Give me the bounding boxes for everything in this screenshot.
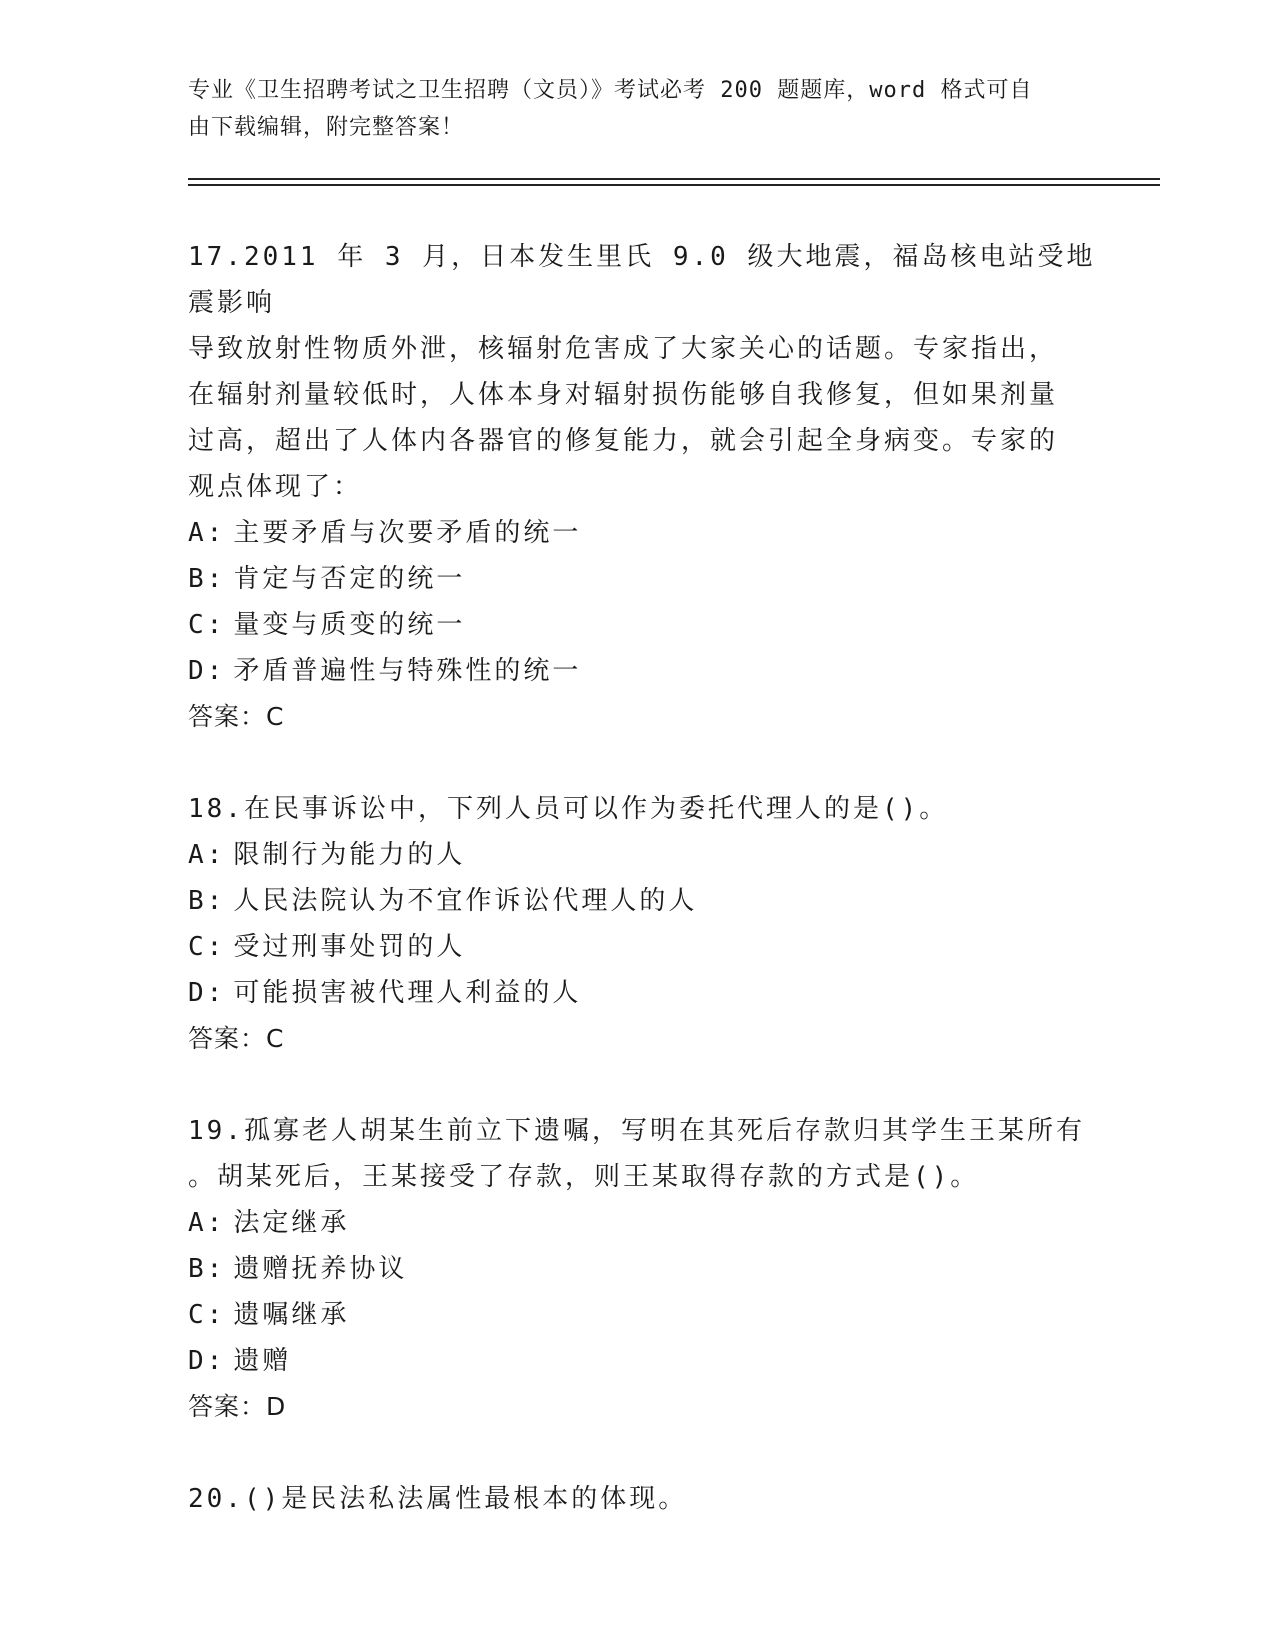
answer-option (188, 1338, 1108, 1384)
option-key: A: (188, 518, 226, 548)
question-text-line: 19.孤寡老人胡某生前立下遗嘱，写明在其死后存款归其学生王某所有 (188, 1116, 1085, 1146)
answer-option (188, 556, 1108, 602)
header-divider-top (188, 178, 1160, 180)
answer-option (188, 924, 1108, 970)
option-key: B: (188, 1254, 226, 1284)
question-text-line: 17.2011 年 3 月，日本发生里氏 9.0 级大地震，福岛核电站受地震影响 (188, 242, 1096, 318)
option-key: D: (188, 978, 226, 1008)
option-key: C: (188, 1300, 226, 1330)
header-line-2: 由下载编辑，附完整答案！ (188, 115, 465, 140)
answer-option (188, 1200, 1108, 1246)
question-text-line: 过高，超出了人体内各器官的修复能力，就会引起全身病变。专家的 (188, 426, 1059, 456)
answer-option (188, 878, 1108, 924)
option-key: B: (188, 564, 226, 594)
header-line-1: 专业《卫生招聘考试之卫生招聘（文员）》考试必考 200 题题库，word 格式可自 (188, 78, 1033, 103)
answer-option (188, 602, 1108, 648)
option-key: D: (188, 656, 226, 686)
question-text-line: 18.在民事诉讼中，下列人员可以作为委托代理人的是()。 (188, 794, 949, 824)
option-text: 主要矛盾与次要矛盾的统一 (233, 518, 582, 548)
answer-line: 答案：C (188, 1024, 285, 1053)
answer-line: 答案：C (188, 702, 285, 731)
question-text-line: 20.()是民法私法属性最根本的体现。 (188, 1484, 688, 1514)
answer-option (188, 832, 1108, 878)
option-text: 肯定与否定的统一 (233, 564, 466, 594)
answer-option (188, 1246, 1108, 1292)
answer-option (188, 1292, 1108, 1338)
question-block (188, 234, 1108, 740)
option-text: 法定继承 (233, 1208, 350, 1238)
answer-option (188, 648, 1108, 694)
question-text-line: 。胡某死后，王某接受了存款，则王某取得存款的方式是()。 (188, 1162, 980, 1192)
question-text-line: 观点体现了： (188, 472, 363, 502)
question-list (188, 234, 1108, 1568)
option-key: D: (188, 1346, 226, 1376)
question-block (188, 1476, 1108, 1522)
option-text: 矛盾普遍性与特殊性的统一 (233, 656, 582, 686)
question-block (188, 786, 1108, 1062)
option-text: 可能损害被代理人利益的人 (233, 978, 582, 1008)
answer-option (188, 510, 1108, 556)
answer-option (188, 970, 1108, 1016)
option-key: A: (188, 1208, 226, 1238)
option-text: 遗赠 (233, 1346, 292, 1376)
option-text: 遗嘱继承 (233, 1300, 350, 1330)
option-key: B: (188, 886, 226, 916)
option-text: 限制行为能力的人 (233, 840, 466, 870)
document-header (188, 72, 1068, 146)
option-key: A: (188, 840, 226, 870)
header-divider-bottom (188, 184, 1160, 186)
option-text: 量变与质变的统一 (233, 610, 466, 640)
option-text: 受过刑事处罚的人 (233, 932, 466, 962)
question-block (188, 1108, 1108, 1430)
option-key: C: (188, 932, 226, 962)
question-text-line: 在辐射剂量较低时，人体本身对辐射损伤能够自我修复，但如果剂量 (188, 380, 1059, 410)
question-text-line: 导致放射性物质外泄，核辐射危害成了大家关心的话题。专家指出， (188, 334, 1059, 364)
answer-line: 答案：D (188, 1392, 287, 1421)
option-key: C: (188, 610, 226, 640)
option-text: 人民法院认为不宜作诉讼代理人的人 (233, 886, 698, 916)
option-text: 遗赠抚养协议 (233, 1254, 408, 1284)
